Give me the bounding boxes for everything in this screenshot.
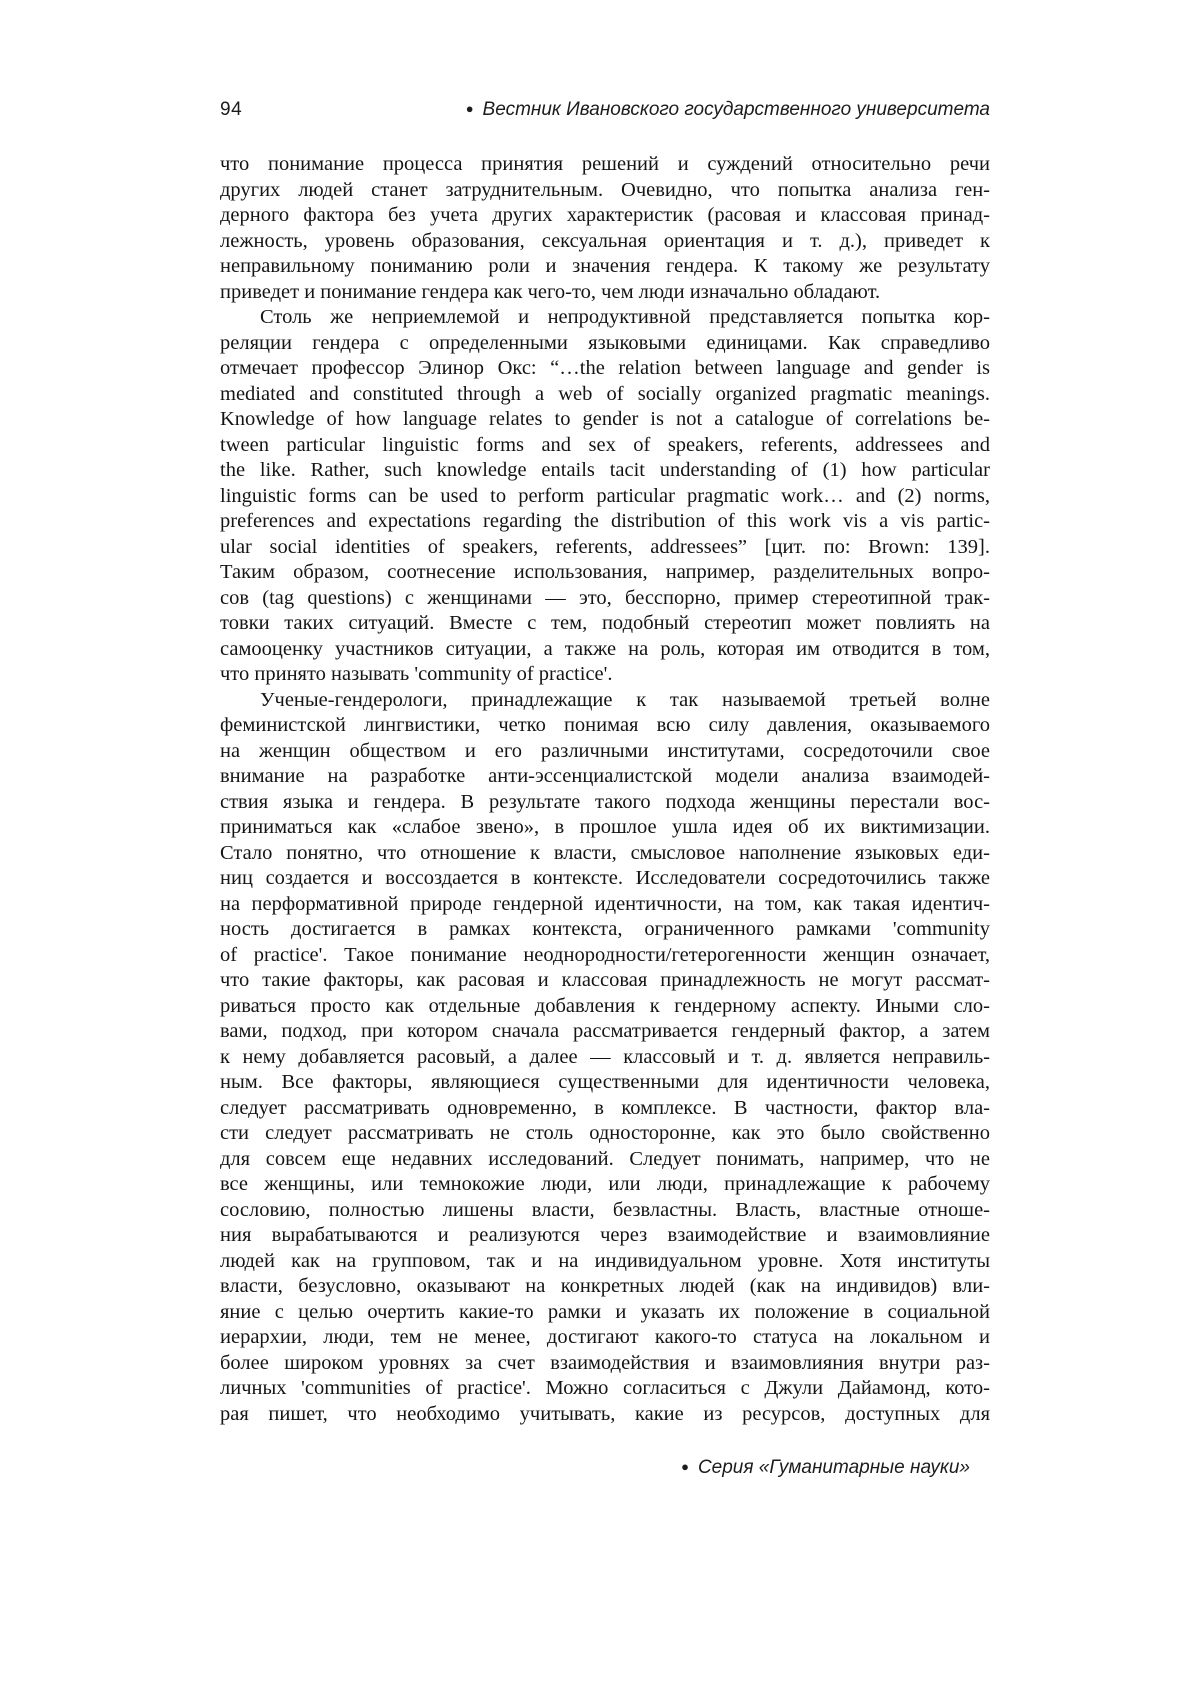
text-line: следует рассматривать одновременно, в комплексе. В частности, фактор вла- xyxy=(220,1096,990,1119)
text-line: что понимание процесса принятия решений и суждений относительно речи xyxy=(220,153,990,175)
text-line: tween particular linguistic forms and sex of speakers, referents, addressees and xyxy=(220,433,990,456)
footer-text: Серия «Гуманитарные науки» xyxy=(697,1457,970,1478)
text-line: mediated and constituted through a web of socially organized pragmatic meanings. xyxy=(220,382,990,405)
header-title xyxy=(466,99,990,121)
text-line: ниц создается и воссоздается в контексте. Исследователи сосредоточились также xyxy=(220,867,990,889)
text-line: of practice'. Такое понимание неоднородности/гетерогенности женщин означает, xyxy=(220,943,990,966)
text-line: linguistic forms can be used to perform particular pragmatic work… and (2) norms, xyxy=(220,484,990,507)
text-line: preferences and expectations regarding the distribution of this work vis a vis partic- xyxy=(220,510,990,532)
text-line: вами, подход, при котором сначала рассматривается гендерный фактор, а затем xyxy=(220,1020,990,1042)
text-line: Knowledge of how language relates to gender is not a catalogue of correlations be- xyxy=(220,408,990,430)
text-line: Столь же неприемлемой и непродуктивной представляется попытка кор- xyxy=(260,306,990,328)
text-line: ствия языка и гендера. В результате такого подхода женщины перестали вос- xyxy=(220,790,990,813)
text-line: неправильному пониманию роли и значения гендера. К такому же результату xyxy=(220,255,990,277)
text-line: яние с целью очертить какие-то рамки и указать их положение в социальной xyxy=(220,1300,990,1323)
text-line: ность достигается в рамках контекста, ограниченного рамками 'community xyxy=(220,918,990,940)
text-line: что принято называть 'community of practice'. xyxy=(220,663,613,685)
text-line: феминистской лингвистики, четко понимая всю силу давления, оказываемого xyxy=(220,714,990,736)
page-number: 94 xyxy=(220,99,243,120)
text-line: более широком уровнях за счет взаимодействия и взаимовлияния внутри раз- xyxy=(220,1351,990,1374)
body-text xyxy=(220,152,990,1427)
text-line: отмечает профессор Элинор Окс: “…the relation between language and gender is xyxy=(220,357,990,379)
page-footer xyxy=(681,1457,970,1479)
text-line: ular social identities of speakers, referents, addressees” [цит. по: Brown: 139]. xyxy=(220,535,990,558)
text-line: сти следует рассматривать не столь односторонне, как это было свойственно xyxy=(220,1122,990,1144)
text-line: иерархии, люди, тем не менее, достигают какого-то статуса на локальном и xyxy=(220,1326,990,1348)
text-line: сословию, полностью лишены власти, безвластны. Власть, властные отноше- xyxy=(220,1198,990,1221)
text-line: Стало понятно, что отношение к власти, смысловое наполнение языковых еди- xyxy=(220,841,990,864)
text-line: Таким образом, соотнесение использования, например, разделительных вопро- xyxy=(220,561,990,583)
text-line: сов (tag questions) с женщинами — это, бесспорно, пример стереотипной трак- xyxy=(220,586,990,609)
text-line: рая пишет, что необходимо учитывать, какие из ресурсов, доступных для xyxy=(220,1402,990,1425)
text-line: людей как на групповом, так и на индивидуальном уровне. Хотя институты xyxy=(220,1249,990,1272)
text-line: власти, безусловно, оказывают на конкретных людей (как на индивидов) вли- xyxy=(220,1275,990,1297)
header-title-text: Вестник Ивановского государственного университета xyxy=(482,99,990,120)
text-line: дерного фактора без учета других характеристик (расовая и классовая принад- xyxy=(220,204,990,226)
text-line: других людей станет затруднительным. Очевидно, что попытка анализа ген- xyxy=(220,178,990,201)
text-line: лежность, уровень образования, сексуальная ориентация и т. д.), приведет к xyxy=(220,229,990,252)
text-line: ным. Все факторы, являющиеся существенными для идентичности человека, xyxy=(220,1071,990,1093)
text-line: на женщин обществом и его различными институтами, сосредоточили свое xyxy=(220,739,990,762)
page-header xyxy=(220,99,990,121)
text-line: товки таких ситуаций. Вместе с тем, подобный стереотип может повлиять на xyxy=(220,612,990,634)
text-line: приведет и понимание гендера как чего-то, чем люди изначально обладают. xyxy=(220,280,881,303)
text-line: приниматься как «слабое звено», в прошлое ушла идея об их виктимизации. xyxy=(220,816,990,838)
text-line: что такие факторы, как расовая и классовая принадлежность не могут рассмат- xyxy=(220,969,990,991)
text-line: самооценку участников ситуации, а также на роль, которая им отводится в том, xyxy=(220,637,990,660)
bullet-icon: ● xyxy=(465,101,474,116)
text-line: Ученые-гендерологи, принадлежащие к так называемой третьей волне xyxy=(260,688,990,711)
text-line: внимание на разработке анти-эссенциалистской модели анализа взаимодей- xyxy=(220,765,990,787)
text-line: реляции гендера с определенными языковыми единицами. Как справедливо xyxy=(220,331,990,354)
text-line: на перформативной природе гендерной идентичности, на том, как такая идентич- xyxy=(220,892,990,915)
text-line: ния вырабатываются и реализуются через взаимодействие и взаимовлияние xyxy=(220,1224,990,1246)
text-line: к нему добавляется расовый, а далее — классовый и т. д. является неправиль- xyxy=(220,1045,990,1068)
text-line: все женщины, или темнокожие люди, или люди, принадлежащие к рабочему xyxy=(220,1173,990,1195)
bullet-icon: ● xyxy=(681,1459,689,1474)
text-line: the like. Rather, such knowledge entails tacit understanding of (1) how particular xyxy=(220,459,990,481)
text-line: риваться просто как отдельные добавления к гендерному аспекту. Иными сло- xyxy=(220,994,990,1017)
text-line: личных 'communities of practice'. Можно согласиться с Джули Дайамонд, кото- xyxy=(220,1377,990,1399)
text-line: для совсем еще недавних исследований. Следует понимать, например, что не xyxy=(220,1147,990,1170)
